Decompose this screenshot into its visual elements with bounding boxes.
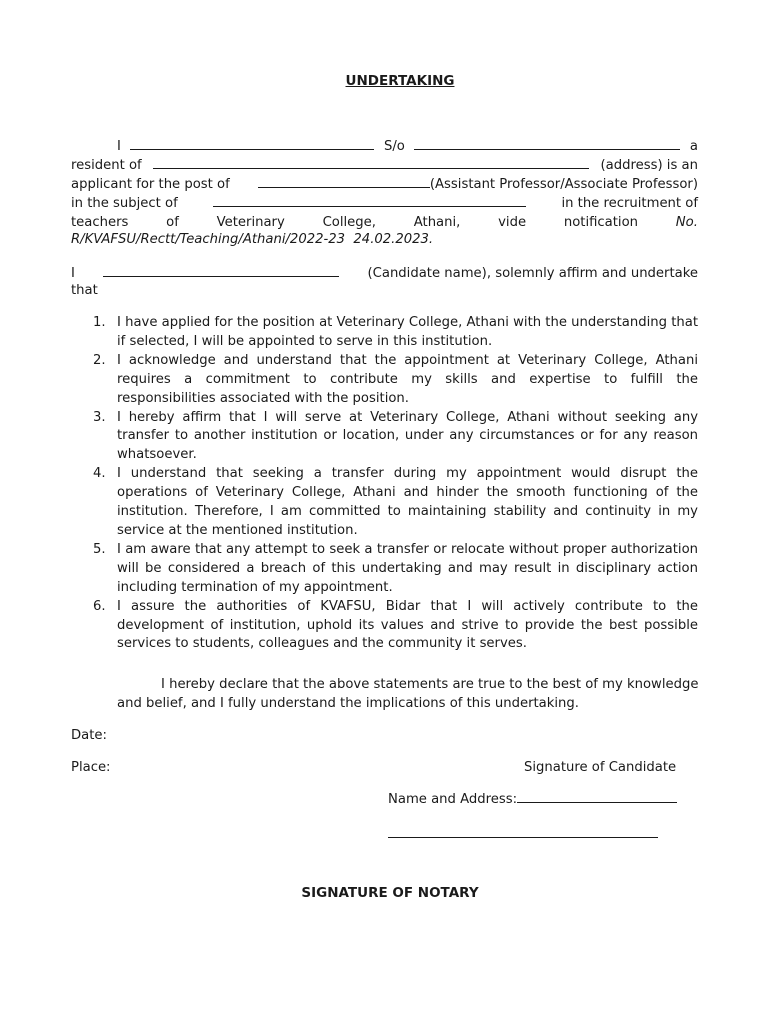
list-item <box>71 598 698 655</box>
intro-word: teachers <box>71 215 129 230</box>
name-blank[interactable] <box>130 137 374 150</box>
list-item <box>71 465 698 541</box>
item-text: I assure the authorities of KVAFSU, Bidar that I will actively contribute to the development of institution, uphold its values and strive to provide the best possible services to students, colleagues and the community it serves. <box>117 598 698 652</box>
affirm-i: I <box>71 266 75 281</box>
intro-post-options: (Assistant Professor/Associate Professor) <box>429 177 698 192</box>
affirm-that: that <box>71 283 98 298</box>
intro-line-1 <box>71 137 698 156</box>
item-number: 4. <box>93 466 106 482</box>
signature-label: Signature of Candidate <box>524 760 677 775</box>
intro-a: a <box>689 139 698 154</box>
name-address-blank[interactable] <box>517 790 677 803</box>
intro-line-4 <box>71 194 698 213</box>
address-line-blank[interactable] <box>388 825 658 838</box>
affirm-line-1 <box>71 264 698 283</box>
list-item <box>71 541 698 598</box>
intro-subject: in the subject of <box>71 196 178 211</box>
item-number: 1. <box>93 315 106 330</box>
item-number: 6. <box>93 598 106 614</box>
document-title: UNDERTAKING <box>345 73 455 89</box>
declaration-text: I hereby declare that the above statements are true to the best of my knowledge and belief, and I fully understand the implications of this undertaking. <box>117 677 699 711</box>
item-text: I am aware that any attempt to seek a transfer or relocate without proper authorization will be considered a breach of this undertaking and may result in disciplinary action including termination of my appointment. <box>117 541 698 595</box>
intro-word: Veterinary <box>216 215 285 230</box>
intro-post: applicant for the post of <box>71 177 230 192</box>
date-label: Date: <box>71 728 107 743</box>
undertaking-list <box>71 314 698 654</box>
intro-address: (address) is an <box>600 158 698 173</box>
list-item <box>71 314 698 352</box>
intro-word: vide <box>498 215 527 230</box>
item-text: I hereby affirm that I will serve at Veterinary College, Athani without seeking any transfer to another institution or location, under any circumstances or for any reason whatsoever. <box>117 409 698 463</box>
declaration <box>117 675 717 713</box>
item-number: 5. <box>93 541 106 557</box>
intro-word: Athani, <box>413 215 461 230</box>
intro-recruitment: in the recruitment of <box>561 196 698 211</box>
intro-word: College, <box>322 215 376 230</box>
intro-line-5 <box>71 213 698 232</box>
name-address-label: Name and Address: <box>388 792 518 807</box>
item-text: I have applied for the position at Veterinary College, Athani with the understanding that if selected, I will be appointed to serve in this institution. <box>117 315 698 349</box>
name-address-row <box>388 790 677 807</box>
intro-i: I <box>117 139 121 154</box>
intro-line-3 <box>71 175 698 194</box>
item-number: 3. <box>93 409 106 425</box>
intro-word: notification <box>563 215 639 230</box>
affirm-text: (Candidate name), solemnly affirm and undertake <box>367 266 698 281</box>
intro-word: of <box>166 215 179 230</box>
item-number: 2. <box>93 352 106 368</box>
notification-number: R/KVAFSU/Rectt/Teaching/Athani/2022-23 24.02.2023. <box>71 232 434 247</box>
intro-word: No. <box>675 215 698 230</box>
item-text: I acknowledge and understand that the appointment at Veterinary College, Athani requires a commitment to contribute my skills and expertise to fulfill the responsibilities associated with the position. <box>117 352 698 406</box>
intro-resident: resident of <box>71 158 142 173</box>
intro-line-2 <box>71 156 698 175</box>
item-text: I understand that seeking a transfer during my appointment would disrupt the operations of Veterinary College, Athani and hinder the smooth functioning of the institution. Therefore, I am committed to maintaining stability and continuity in my service at the mentioned institution. <box>117 466 698 538</box>
place-label: Place: <box>71 760 111 775</box>
intro-so: S/o <box>383 139 405 154</box>
father-name-blank[interactable] <box>414 137 680 150</box>
notary-signature-heading: SIGNATURE OF NOTARY <box>301 885 479 901</box>
list-item <box>71 352 698 409</box>
list-item <box>71 409 698 466</box>
subject-blank[interactable] <box>213 194 526 207</box>
post-blank[interactable] <box>258 175 430 188</box>
candidate-name-blank[interactable] <box>103 264 339 277</box>
address-blank[interactable] <box>153 156 589 169</box>
